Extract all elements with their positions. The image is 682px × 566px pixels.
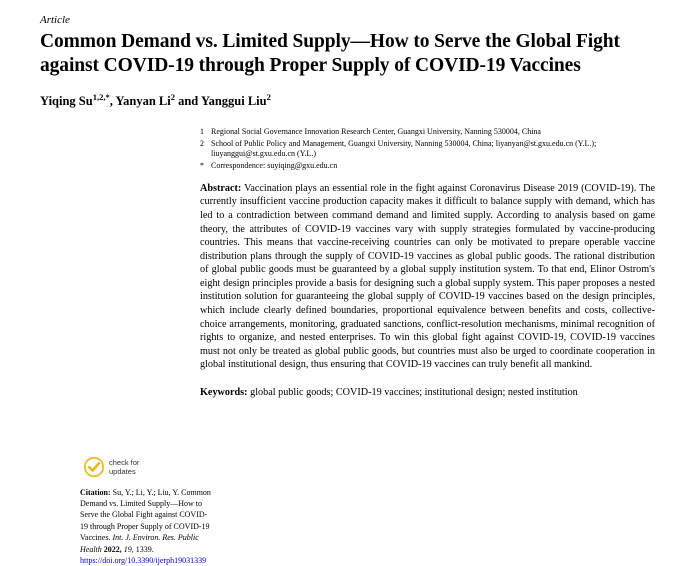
main-column (200, 127, 655, 400)
check-for-updates-label (109, 458, 139, 476)
affiliation-text: School of Public Policy and Management, Guangxi University, Nanning 530004, China; liyanyan@st.gxu.edu.cn (Y.L.); liuyanggui@st.gxu.edu.cn (Y.L.) (211, 138, 597, 159)
paper-body (40, 126, 660, 565)
author-name-3: Yanggui Liu (200, 93, 267, 108)
author-sup-3: 2 (266, 91, 271, 102)
affiliation-marker: 1 (200, 126, 204, 136)
page-title: Common Demand vs. Limited Supply—How to Serve the Global Fight against COVID-19 through Proper Supply of COVID-19 Vaccines (40, 31, 620, 76)
affiliation-item (200, 161, 655, 172)
author-name-1: Yiqing Su (40, 93, 93, 108)
keywords-label: Keywords: (200, 386, 248, 398)
check-for-updates-badge[interactable] (84, 457, 184, 477)
citation-block (80, 487, 212, 566)
doi-link[interactable]: https://doi.org/10.3390/ijerph19031339 (80, 555, 207, 565)
citation-pages: , 1339. (131, 544, 154, 554)
affiliation-marker: * (200, 161, 204, 171)
citation-volume: 19 (123, 544, 132, 554)
cfu-line-2: updates (109, 466, 136, 476)
crossmark-check-icon (84, 457, 104, 477)
sidebar-column (80, 457, 212, 566)
citation-text: Su, Y.; Li, Y.; Liu, Y. Common Demand vs. Limited Supply—How to Serve the Global Fight against COVID-19 through Proper Supply of COVID-19 Vaccines. (80, 487, 211, 543)
affiliation-text: Correspondence: suyiqing@gxu.edu.cn (211, 161, 338, 171)
affiliation-item (200, 127, 655, 138)
citation-journal: Int. J. Environ. Res. Public Health (80, 533, 199, 554)
citation-label: Citation: (80, 487, 111, 497)
abstract-paragraph (200, 182, 655, 372)
author-sup-1: 1,2,* (92, 91, 110, 102)
citation-year: 2022, (101, 544, 124, 554)
affiliation-marker: 2 (200, 138, 204, 148)
author-list: Yiqing $Su^{1,2,*}$, Yanyan Li$^2$ and Yanggui Liu$^2$ (40, 91, 271, 108)
cfu-line-1: check for (109, 457, 140, 467)
author-sup-2: 2 (170, 91, 175, 102)
keywords-text: global public goods; COVID-19 vaccines; institutional design; nested institution (247, 386, 578, 398)
abstract-label: Abstract: (200, 182, 242, 194)
affiliation-text: Regional Social Governance Innovation Research Center, Guangxi University, Nanning 530004, China (211, 126, 541, 136)
abstract-text: Vaccination plays an essential role in the fight against Coronavirus Disease 2019 (COVID-19). The currently insufficient vaccine production capacity makes it difficult to balance supply with demand, which has led to a contradiction between command demand and limited supply. According to analysis based on game theory, the attributes of COVID-19 vaccines vary with supply strategies formulated by vaccine-producing countries. This means that vaccine-receiving countries can only be motivated to prepare operable vaccine distribution plans through the supply of COVID-19 vaccines as global public goods. The rational distribution of global public goods must be guaranteed by a global supply institution system. To that end, Elinor Ostrom's eight design principles provide a basis for designing such a global supply system. This paper proposes a nested institution solution for guaranteeing the global supply of COVID-19 vaccines based on the design principles, which include clearly defined boundaries, proportional equivalence between benefits and costs, collective-choice arrangements, monitoring, graduated sanctions, conflict-resolution mechanisms, minimal recognition of rights to organize, and nested enterprises. To win this global fight against COVID-19, COVID-19 vaccines must not only be treated as global public goods, but countries must also be urged to coordinate cooperation in global institutional design, thus ensuring that COVID-19 vaccines can truly benefit all mankind. (200, 182, 655, 371)
article-type-label: Article (40, 14, 70, 26)
affiliation-item (200, 139, 655, 161)
keywords-paragraph (200, 386, 655, 400)
author-name-2: Yanyan Li (115, 93, 171, 108)
affiliation-list (200, 127, 655, 172)
